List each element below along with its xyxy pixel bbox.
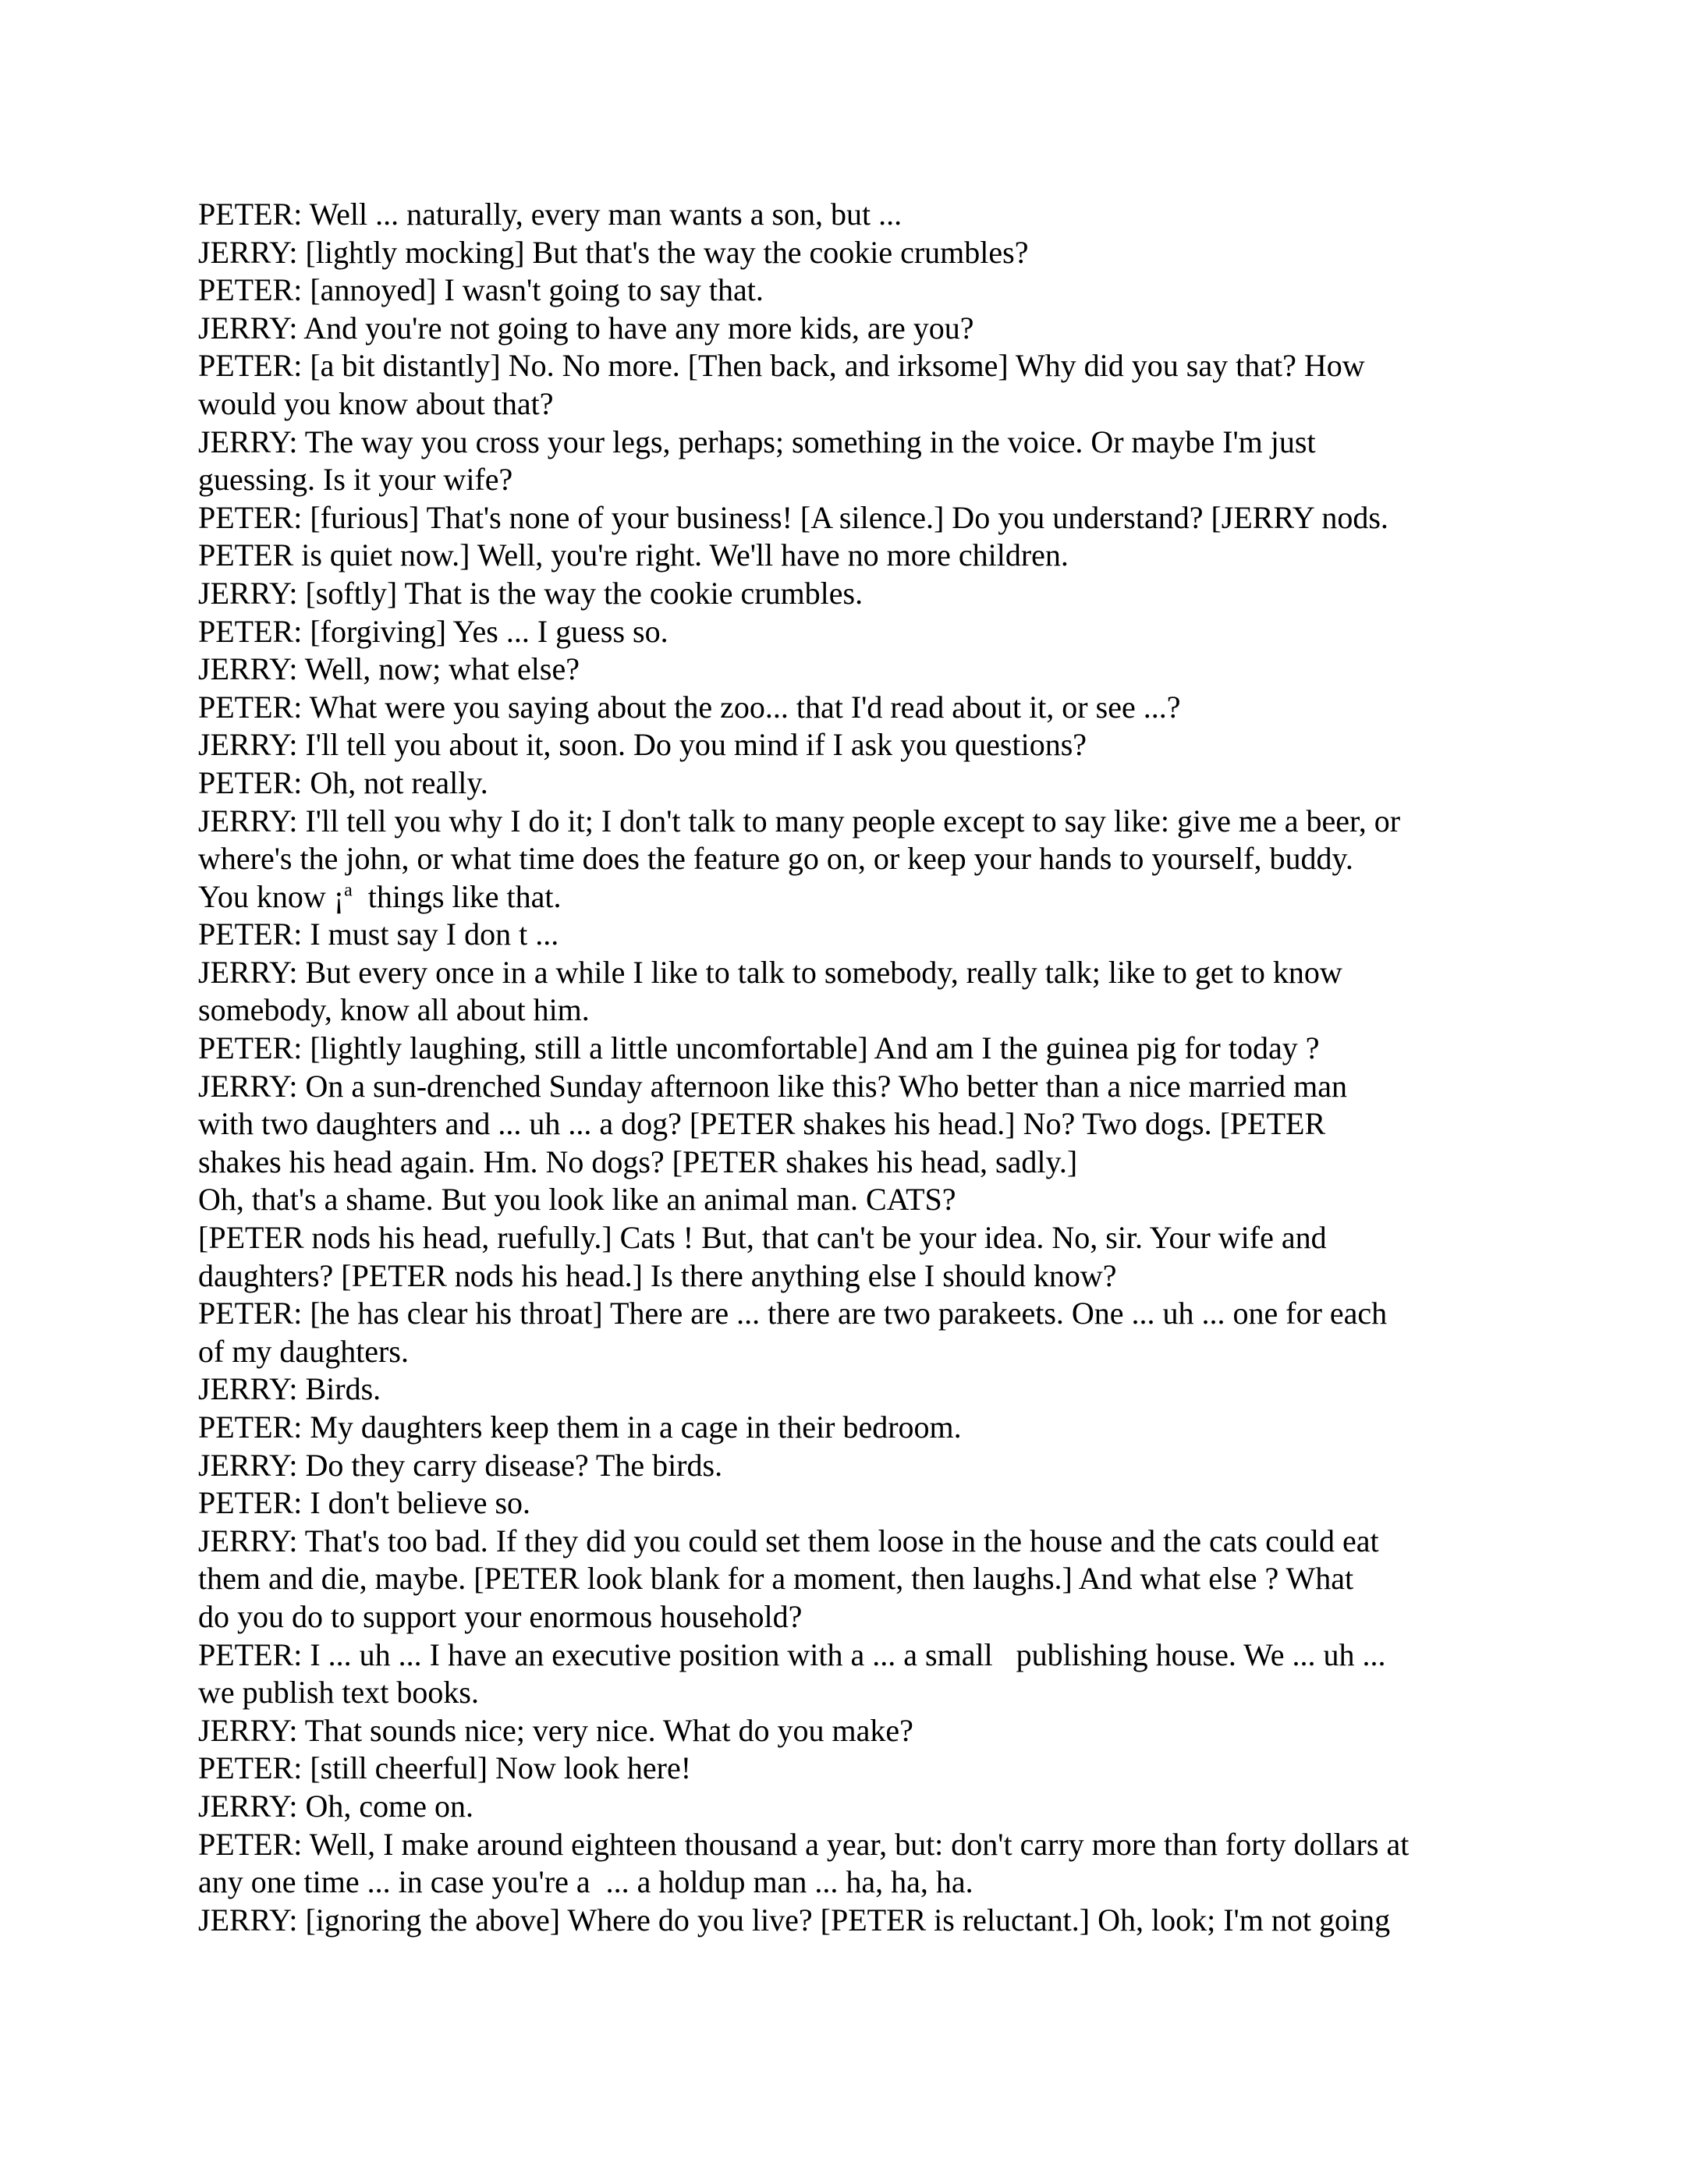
text-line: JERRY: That sounds nice; very nice. What do you make? [198, 1712, 913, 1748]
text-line: PETER: [a bit distantly] No. No more. [Then back, and irksome] Why did you say that? How [198, 348, 1365, 384]
text-line: JERRY: I'll tell you about it, soon. Do you mind if I ask you questions? [198, 727, 1087, 763]
text-line: daughters? [PETER nods his head.] Is there anything else I should know? [198, 1257, 1117, 1293]
text-line: JERRY: That's too bad. If they did you could set them loose in the house and the cats could eat [198, 1523, 1379, 1558]
text-line: PETER: [lightly laughing, still a little uncomfortable] And am I the guinea pig for today ? [198, 1030, 1320, 1066]
text-line-with-superscript [198, 878, 1524, 916]
text-line: PETER: Well, I make around eighteen thousand a year, but: don't carry more than forty dollars at [198, 1826, 1410, 1862]
text-line: any one time ... in case you're a ... a holdup man ... ha, ha, ha. [198, 1864, 973, 1900]
text-line: JERRY: Do they carry disease? The birds. [198, 1447, 723, 1483]
text-line: PETER: [annoyed] I wasn't going to say that. [198, 272, 764, 308]
text-line: PETER: Well ... naturally, every man wants a son, but ... [198, 197, 903, 232]
text-line: JERRY: Well, now; what else? [198, 651, 580, 687]
text-line: of my daughters. [198, 1333, 409, 1369]
text-line: shakes his head again. Hm. No dogs? [PETER shakes his head, sadly.] [198, 1143, 1078, 1179]
text-line: PETER: What were you saying about the zoo... that I'd read about it, or see ...? [198, 689, 1181, 725]
text-line-tail: things like that. [352, 878, 562, 914]
text-line: PETER: My daughters keep them in a cage in their bedroom. [198, 1409, 962, 1445]
text-line: JERRY: Birds. [198, 1371, 381, 1407]
text-line: JERRY: But every once in a while I like to talk to somebody, really talk; like to get to know [198, 954, 1342, 990]
text-line: Oh, that's a shame. But you look like an animal man. CATS? [198, 1182, 956, 1218]
text-line: JERRY: I'll tell you why I do it; I don't talk to many people except to say like: give me a beer, or [198, 803, 1401, 838]
text-line: JERRY: [softly] That is the way the cookie crumbles. [198, 575, 864, 611]
text-line: would you know about that? [198, 385, 554, 421]
text-line: JERRY: [lightly mocking] But that's the way the cookie crumbles? [198, 234, 1029, 270]
text-line: PETER: [furious] That's none of your business! [A silence.] Do you understand? [JERRY nods. [198, 499, 1388, 535]
text-line: JERRY: Oh, come on. [198, 1788, 473, 1824]
text-line: [PETER nods his head, ruefully.] Cats ! But, that can't be your idea. No, sir. Your wife and [198, 1220, 1327, 1256]
text-line: JERRY: The way you cross your legs, perhaps; something in the voice. Or maybe I'm just [198, 424, 1316, 459]
text-line: where's the john, or what time does the feature go on, or keep your hands to yourself, buddy. [198, 841, 1353, 877]
text-line: PETER: I ... uh ... I have an executive position with a ... a small publishing house. We ... uh ... [198, 1636, 1386, 1672]
text-line: guessing. Is it your wife? [198, 462, 513, 498]
text-line: JERRY: And you're not going to have any more kids, are you? [198, 310, 974, 346]
text-line: PETER: Oh, not really. [198, 764, 488, 800]
text-line-head: You know ¡ [198, 878, 345, 914]
text-line: we publish text books. [198, 1675, 479, 1711]
text-line: PETER is quiet now.] Well, you're right. We'll have no more children. [198, 537, 1069, 573]
text-line: JERRY: [ignoring the above] Where do you live? [PETER is reluctant.] Oh, look; I'm not going [198, 1902, 1391, 1938]
text-line: PETER: [he has clear his throat] There are ... there are two parakeets. One ... uh ... one for each [198, 1296, 1388, 1331]
text-line: PETER: [still cheerful] Now look here! [198, 1750, 692, 1786]
superscript-mark: a [344, 880, 353, 901]
text-line: PETER: I don't believe so. [198, 1485, 531, 1521]
text-line: JERRY: On a sun-drenched Sunday afternoon like this? Who better than a nice married man [198, 1068, 1347, 1104]
text-line: with two daughters and ... uh ... a dog? [PETER shakes his head.] No? Two dogs. [PETER [198, 1106, 1326, 1142]
text-line: them and die, maybe. [PETER look blank for a moment, then laughs.] And what else ? What [198, 1561, 1354, 1597]
script-text-block [198, 196, 1524, 1939]
text-line: PETER: [forgiving] Yes ... I guess so. [198, 613, 668, 649]
text-line: somebody, know all about him. [198, 992, 590, 1028]
text-line: do you do to support your enormous household? [198, 1598, 803, 1634]
text-line: PETER: I must say I don t ... [198, 916, 559, 952]
